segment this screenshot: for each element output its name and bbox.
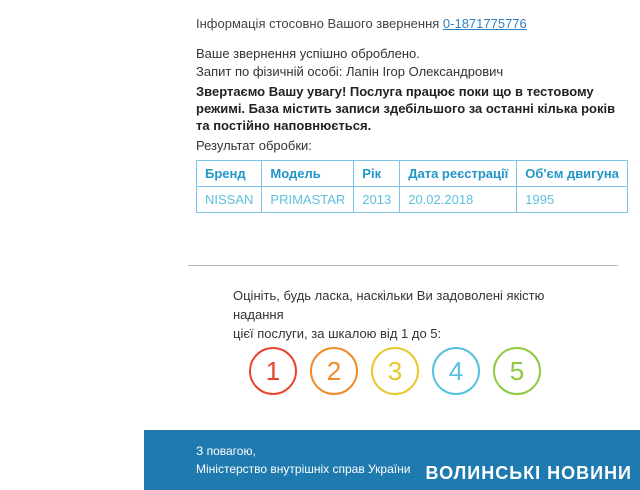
- rating-option-2[interactable]: [310, 347, 358, 395]
- cell-year: 2013: [354, 187, 400, 213]
- column-header-year: Рік: [354, 161, 400, 187]
- rating-scale: [249, 347, 569, 395]
- request-info-prefix: Інформація стосовно Вашого звернення: [196, 16, 443, 31]
- rating-option-1[interactable]: [249, 347, 297, 395]
- table-header-row: [197, 161, 628, 187]
- request-info-header: [196, 16, 626, 31]
- column-header-registration-date: Дата реєстрації: [400, 161, 517, 187]
- person-query-line: Запит по фізичній особі: Лапін Ігор Олександрович: [196, 64, 504, 79]
- rating-option-3[interactable]: [371, 347, 419, 395]
- footer-signature: [196, 442, 410, 478]
- content-area: [196, 16, 626, 213]
- column-header-model: Модель: [262, 161, 354, 187]
- cell-model: PRIMASTAR: [262, 187, 354, 213]
- rating-prompt-line1: Оцініть, будь ласка, наскільки Ви задоволені якістю надання: [233, 288, 545, 322]
- cell-registration-date: 20.02.2018: [400, 187, 517, 213]
- rating-option-3-label: 3: [387, 355, 403, 386]
- cell-brand: NISSAN: [197, 187, 262, 213]
- rating-option-4-label: 4: [448, 355, 464, 386]
- footer-bar: [144, 430, 640, 490]
- watermark-logo: ВОЛИНСЬКІ НОВИНИ: [425, 463, 632, 483]
- rating-option-5[interactable]: [493, 347, 541, 395]
- section-divider: [188, 265, 618, 266]
- column-header-brand: Бренд: [197, 161, 262, 187]
- status-line: Ваше звернення успішно оброблено.: [196, 46, 420, 61]
- column-header-engine-volume: Об'єм двигуна: [517, 161, 628, 187]
- footer-line2: Міністерство внутрішніх справ України: [196, 462, 411, 476]
- vehicle-results-table: [196, 160, 628, 213]
- rating-option-2-label: 2: [326, 355, 342, 386]
- request-id-link[interactable]: 0-1871775776: [442, 16, 527, 31]
- rating-prompt: [233, 286, 593, 343]
- result-label: Результат обробки:: [196, 138, 312, 153]
- footer-line1: З повагою,: [196, 444, 256, 458]
- rating-option-1-label: 1: [265, 355, 281, 386]
- cell-engine-volume: 1995: [517, 187, 628, 213]
- table-row: [197, 187, 628, 213]
- rating-option-4[interactable]: [432, 347, 480, 395]
- rating-option-5-label: 5: [509, 355, 525, 386]
- rating-prompt-line2: цієї послуги, за шкалою від 1 до 5:: [233, 326, 442, 341]
- test-mode-note: Звертаємо Вашу увагу! Послуга працює поки що в тестовому режимі. База містить записи здебільшого за останні кілька років та постійно наповнюється.: [196, 84, 616, 133]
